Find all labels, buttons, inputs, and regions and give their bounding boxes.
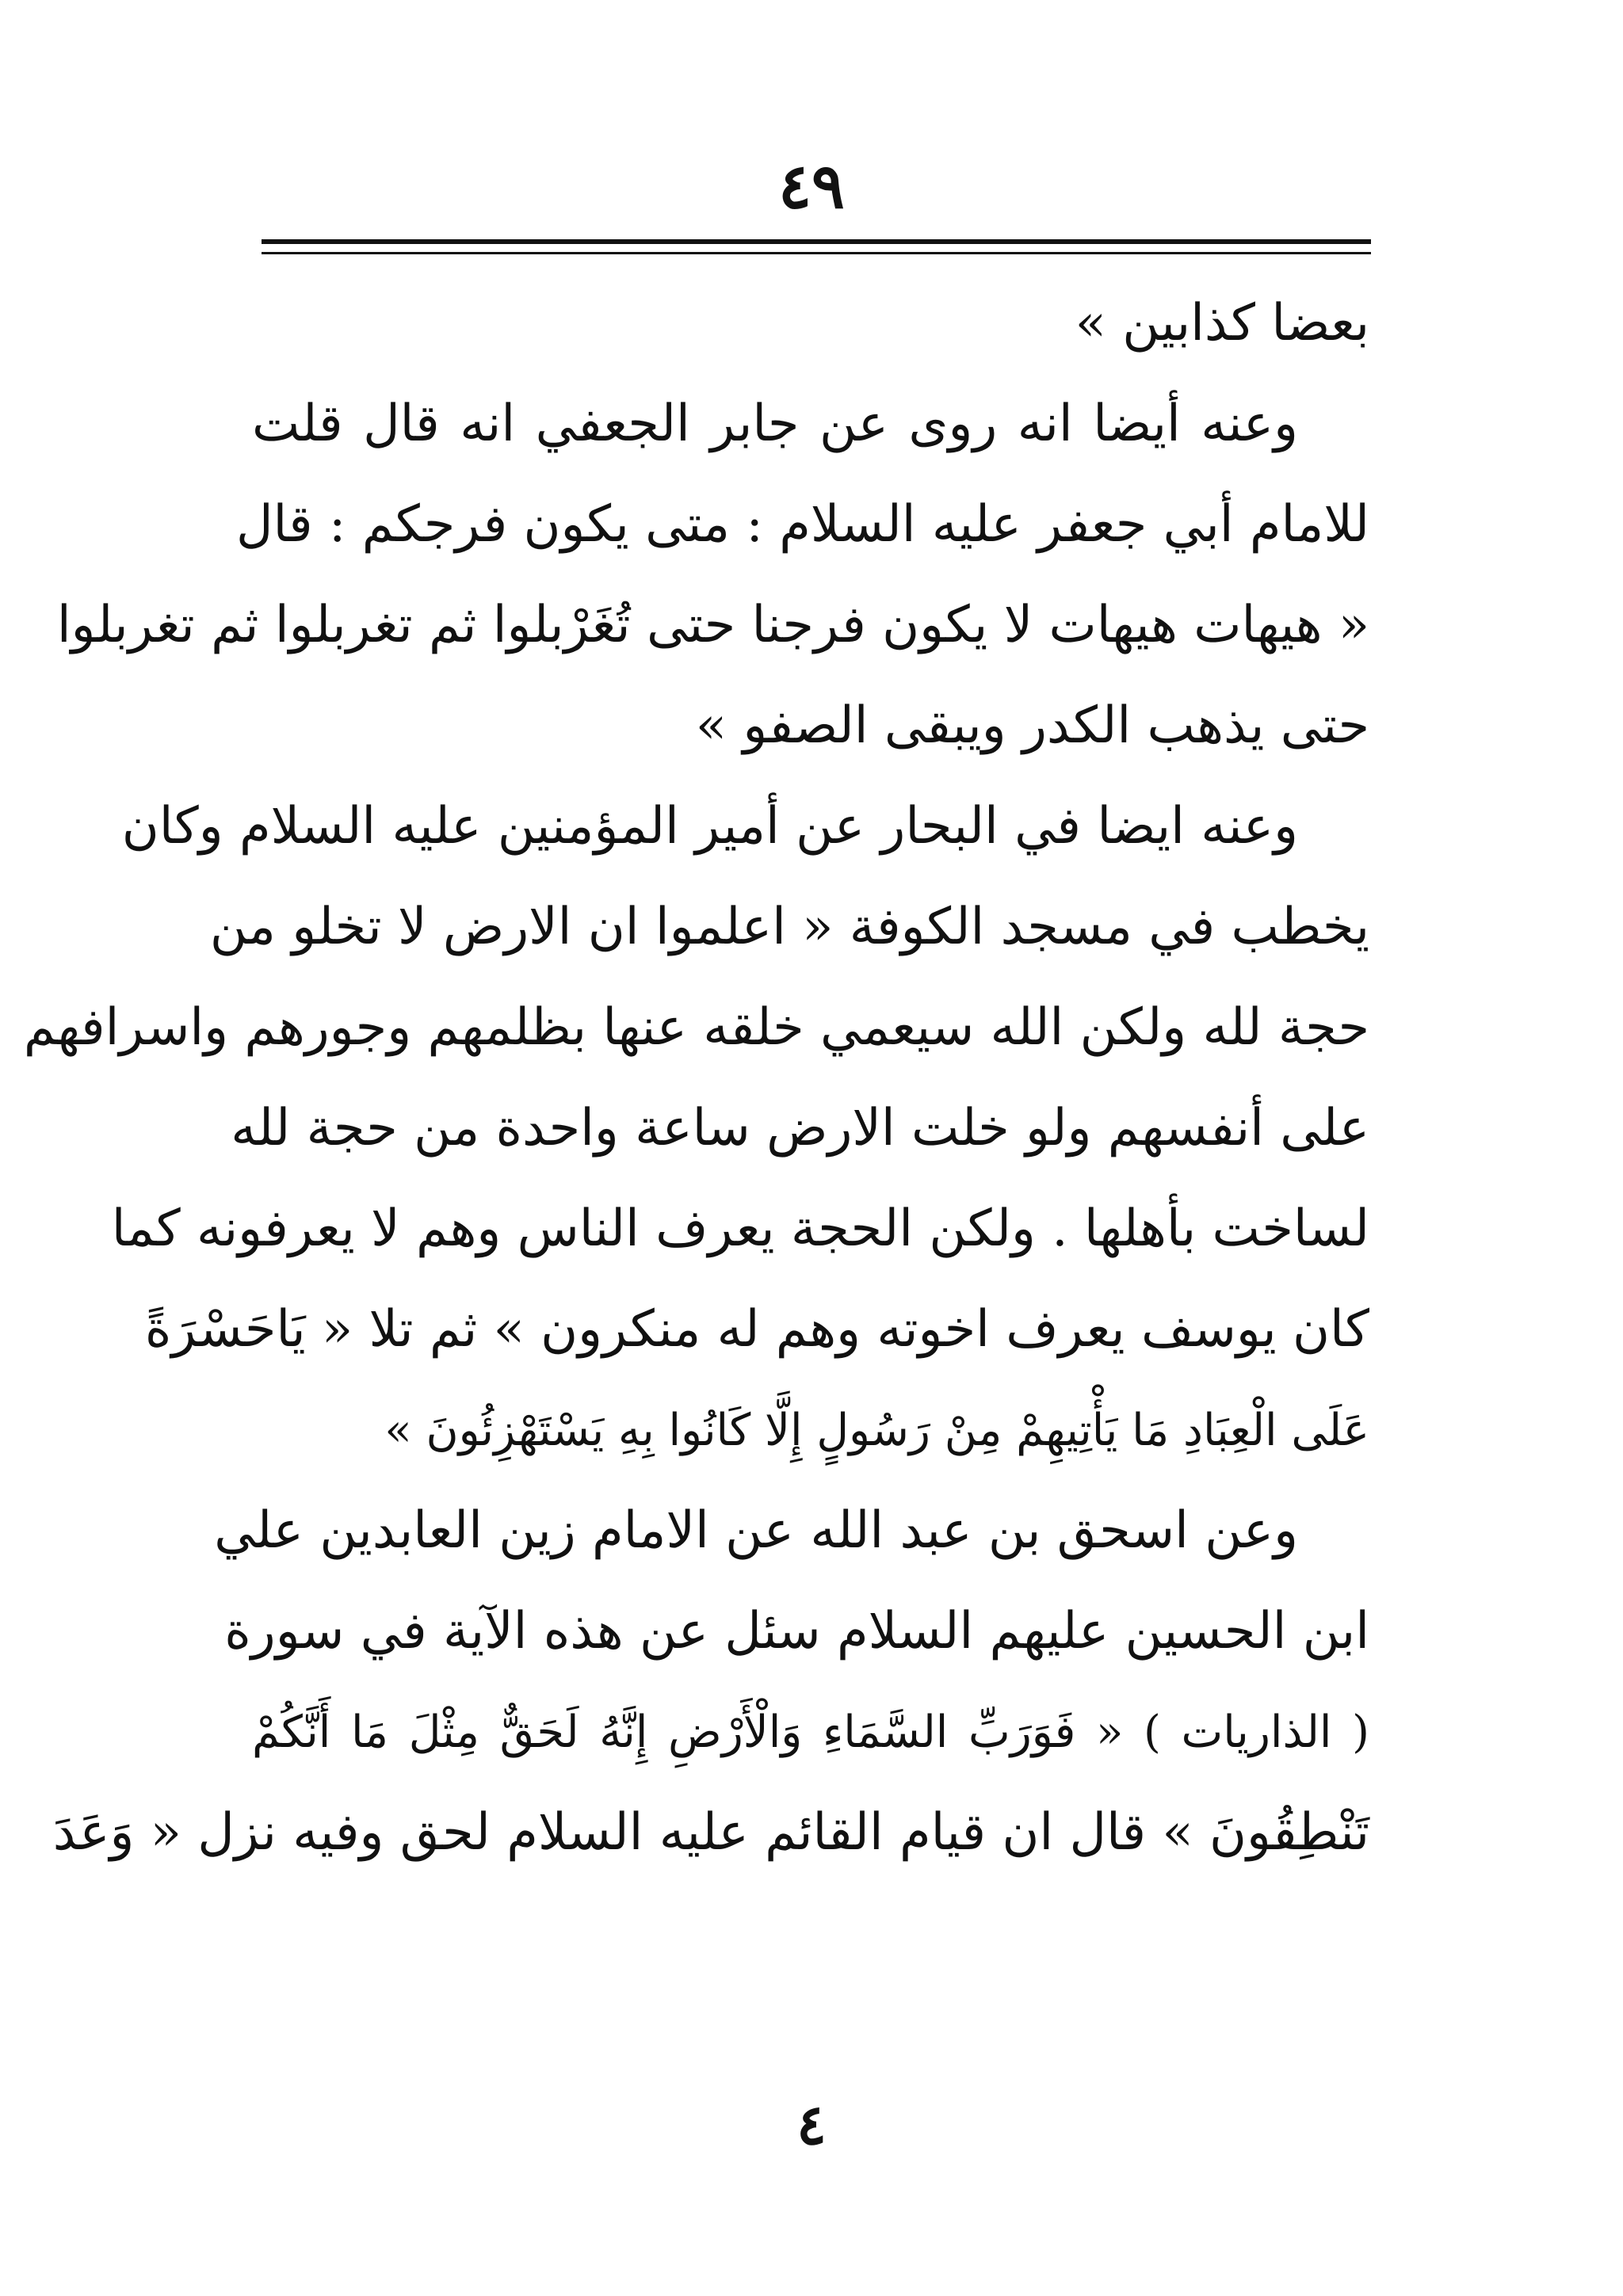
text-line: وعنه ايضا في البحار عن أمير المؤمنين عليه السلام وكان	[121, 797, 1298, 856]
text-line: تَنْطِقُونَ » قال ان قيام القائم عليه السلام لحق وفيه نزل « وَعَدَ	[52, 1803, 1369, 1862]
text-line: « هيهات هيهات لا يكون فرجنا حتى تُغَرْبلوا ثم تغربلوا ثم تغربلوا	[56, 596, 1369, 654]
quran-verse-line: ( الذاريات ) « فَوَرَبِّ السَّمَاءِ وَالْأَرْضِ إِنَّهُ لَحَقٌّ مِثْلَ مَا أَنَّكُمْ	[252, 1707, 1369, 1758]
body-text	[23, 273, 1369, 1883]
header-rule-thick	[262, 239, 1371, 244]
text-line: ابن الحسين عليهم السلام سئل عن هذه الآية في سورة	[224, 1602, 1369, 1661]
text-line: لساخت بأهلها . ولكن الحجة يعرف الناس وهم لا يعرفونه كما	[111, 1199, 1369, 1258]
signature-mark: ٤	[796, 2092, 827, 2157]
quran-verse-line: عَلَى الْعِبَادِ مَا يَأْتِيهِمْ مِنْ رَسُولٍ إِلَّا كَانُوا بِهِ يَسْتَهْزِئُونَ »	[384, 1405, 1369, 1456]
text-line: وعن اسحق بن عبد الله عن الامام زين العابدين علي	[214, 1501, 1298, 1560]
text-line: بعضا كذابين »	[1075, 294, 1369, 353]
text-line: للامام أبي جعفر عليه السلام : متى يكون فرجكم : قال	[235, 495, 1369, 554]
page-number: ٤٩	[778, 151, 845, 223]
text-line: حجة لله ولكن الله سيعمي خلقه عنها بظلمهم وجورهم واسرافهم	[23, 998, 1369, 1057]
text-line: يخطب في مسجد الكوفة « اعلموا ان الارض لا تخلو من	[209, 898, 1369, 956]
text-line: حتى يذهب الكدر ويبقى الصفو »	[695, 696, 1369, 755]
header-rule-thin	[262, 252, 1371, 254]
text-line: كان يوسف يعرف اخوته وهم له منكرون » ثم تلا « يَاحَسْرَةً	[144, 1300, 1369, 1359]
text-line: وعنه أيضا انه روى عن جابر الجعفي انه قال قلت	[252, 395, 1298, 453]
text-line: على أنفسهم ولو خلت الارض ساعة واحدة من حجة لله	[231, 1099, 1369, 1158]
